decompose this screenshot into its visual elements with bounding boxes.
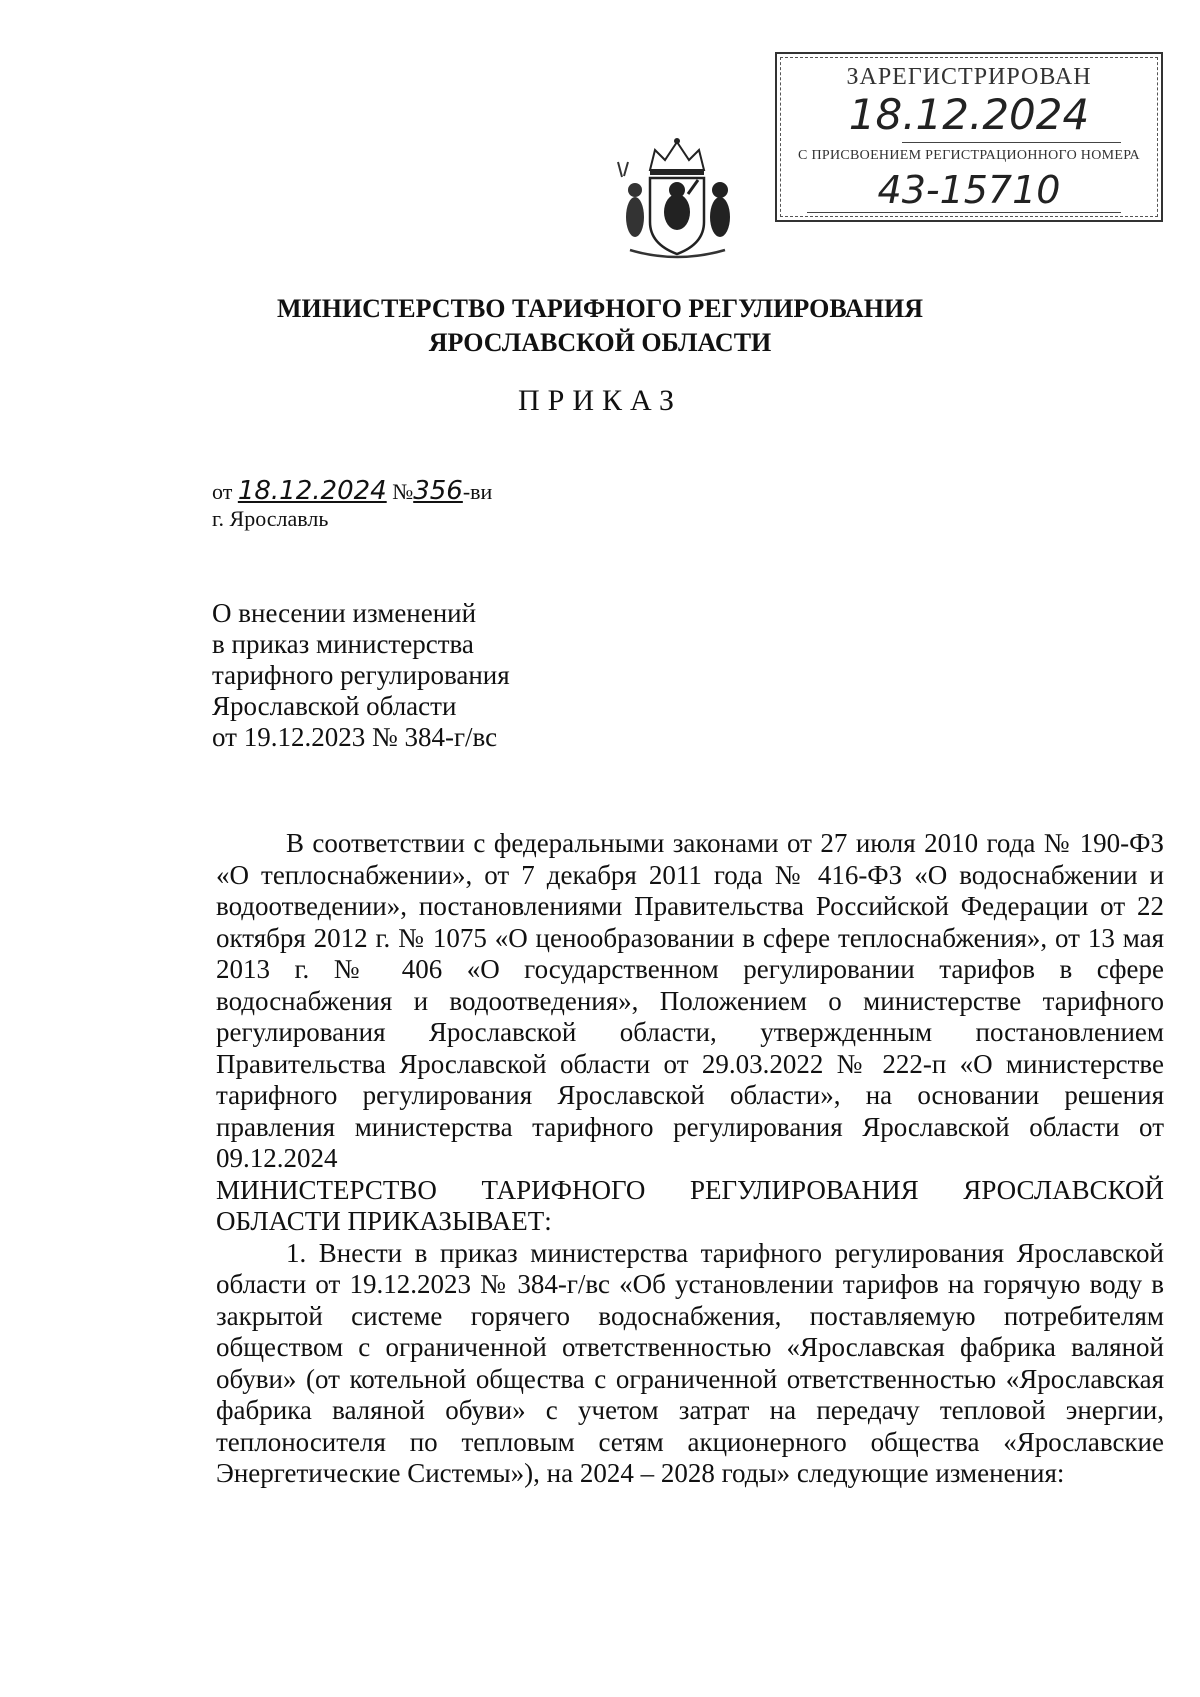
coat-of-arms-icon bbox=[610, 132, 745, 267]
order-date: 18.12.2024 bbox=[237, 476, 387, 506]
order-body bbox=[216, 828, 1164, 1490]
preamble-paragraph: В соответствии с федеральными законами от 27 июля 2010 года № 190-ФЗ «О теплоснабжении», от 7 декабря 2011 года № 416-ФЗ «О водоснабжении и водоотведении», постановлениями Правительства Российской Федерации от 22 октября 2012 г. № 1075 «О ценообразовании в сфере теплоснабжения», от 13 мая 2013 г. № 406 «О государственном регулировании тарифов в сфере водоснабжения и водоотведения», Положением о министерстве тарифного регулирования Ярославской области, утвержденным постановлением Правительства Ярославской области от 29.03.2022 № 222-п «О министерстве тарифного регулирования Ярославской области», на основании решения правления министерства тарифного регулирования Ярославской области от 09.12.2024 bbox=[216, 828, 1164, 1173]
subject-line: в приказ министерства bbox=[212, 629, 474, 659]
order-number-sign: № bbox=[392, 479, 414, 504]
stamp-title: ЗАРЕГИСТРИРОВАН bbox=[846, 64, 1092, 90]
item-1-paragraph: 1. Внести в приказ министерства тарифного регулирования Ярославской области от 19.12.2023 № 384-г/вс «Об установлении тарифов на горячую воду в закрытой системе горячего водоснабжения, поставляемую потребителям обществом с ограниченной ответственностью «Ярославская фабрика валяной обуви» (от котельной общества с ограниченной ответственностью «Ярославская фабрика валяной обуви» с учетом затрат на передачу тепловой энергии, теплоносителя по тепловым сетям акционерного общества «Ярославские Энергетические Системы»), на 2024 – 2028 годы» следующие изменения: bbox=[216, 1237, 1164, 1488]
stamp-date: 18.12.2024 bbox=[848, 90, 1090, 139]
document-type: ПРИКАЗ bbox=[518, 384, 682, 417]
decree-paragraph: МИНИСТЕРСТВО ТАРИФНОГО РЕГУЛИРОВАНИЯ ЯРОСЛАВСКОЙ ОБЛАСТИ ПРИКАЗЫВАЕТ: bbox=[216, 1174, 1164, 1236]
stamp-divider bbox=[807, 212, 1121, 213]
stamp-reg-number: 43-15710 bbox=[877, 168, 1061, 212]
stamp-divider bbox=[902, 142, 1121, 143]
subject-line: Ярославской области bbox=[212, 691, 457, 721]
order-number: 356 bbox=[413, 476, 463, 506]
ministry-name-line2: ЯРОСЛАВСКОЙ ОБЛАСТИ bbox=[428, 328, 772, 357]
order-city: г. Ярославль bbox=[212, 506, 329, 531]
subject-line: тарифного регулирования bbox=[212, 660, 510, 690]
stamp-subtitle: С ПРИСВОЕНИЕМ РЕГИСТРАЦИОННОГО НОМЕРА bbox=[798, 148, 1140, 163]
subject-line: О внесении изменений bbox=[212, 598, 477, 628]
order-number-suffix: -ви bbox=[462, 479, 493, 504]
order-from-label: от bbox=[212, 479, 233, 504]
order-number-line bbox=[212, 476, 492, 506]
registration-stamp bbox=[775, 52, 1163, 222]
order-subject bbox=[212, 598, 510, 753]
subject-line: от 19.12.2023 № 384-г/вс bbox=[212, 722, 498, 752]
ministry-name-line1: МИНИСТЕРСТВО ТАРИФНОГО РЕГУЛИРОВАНИЯ bbox=[276, 294, 924, 323]
